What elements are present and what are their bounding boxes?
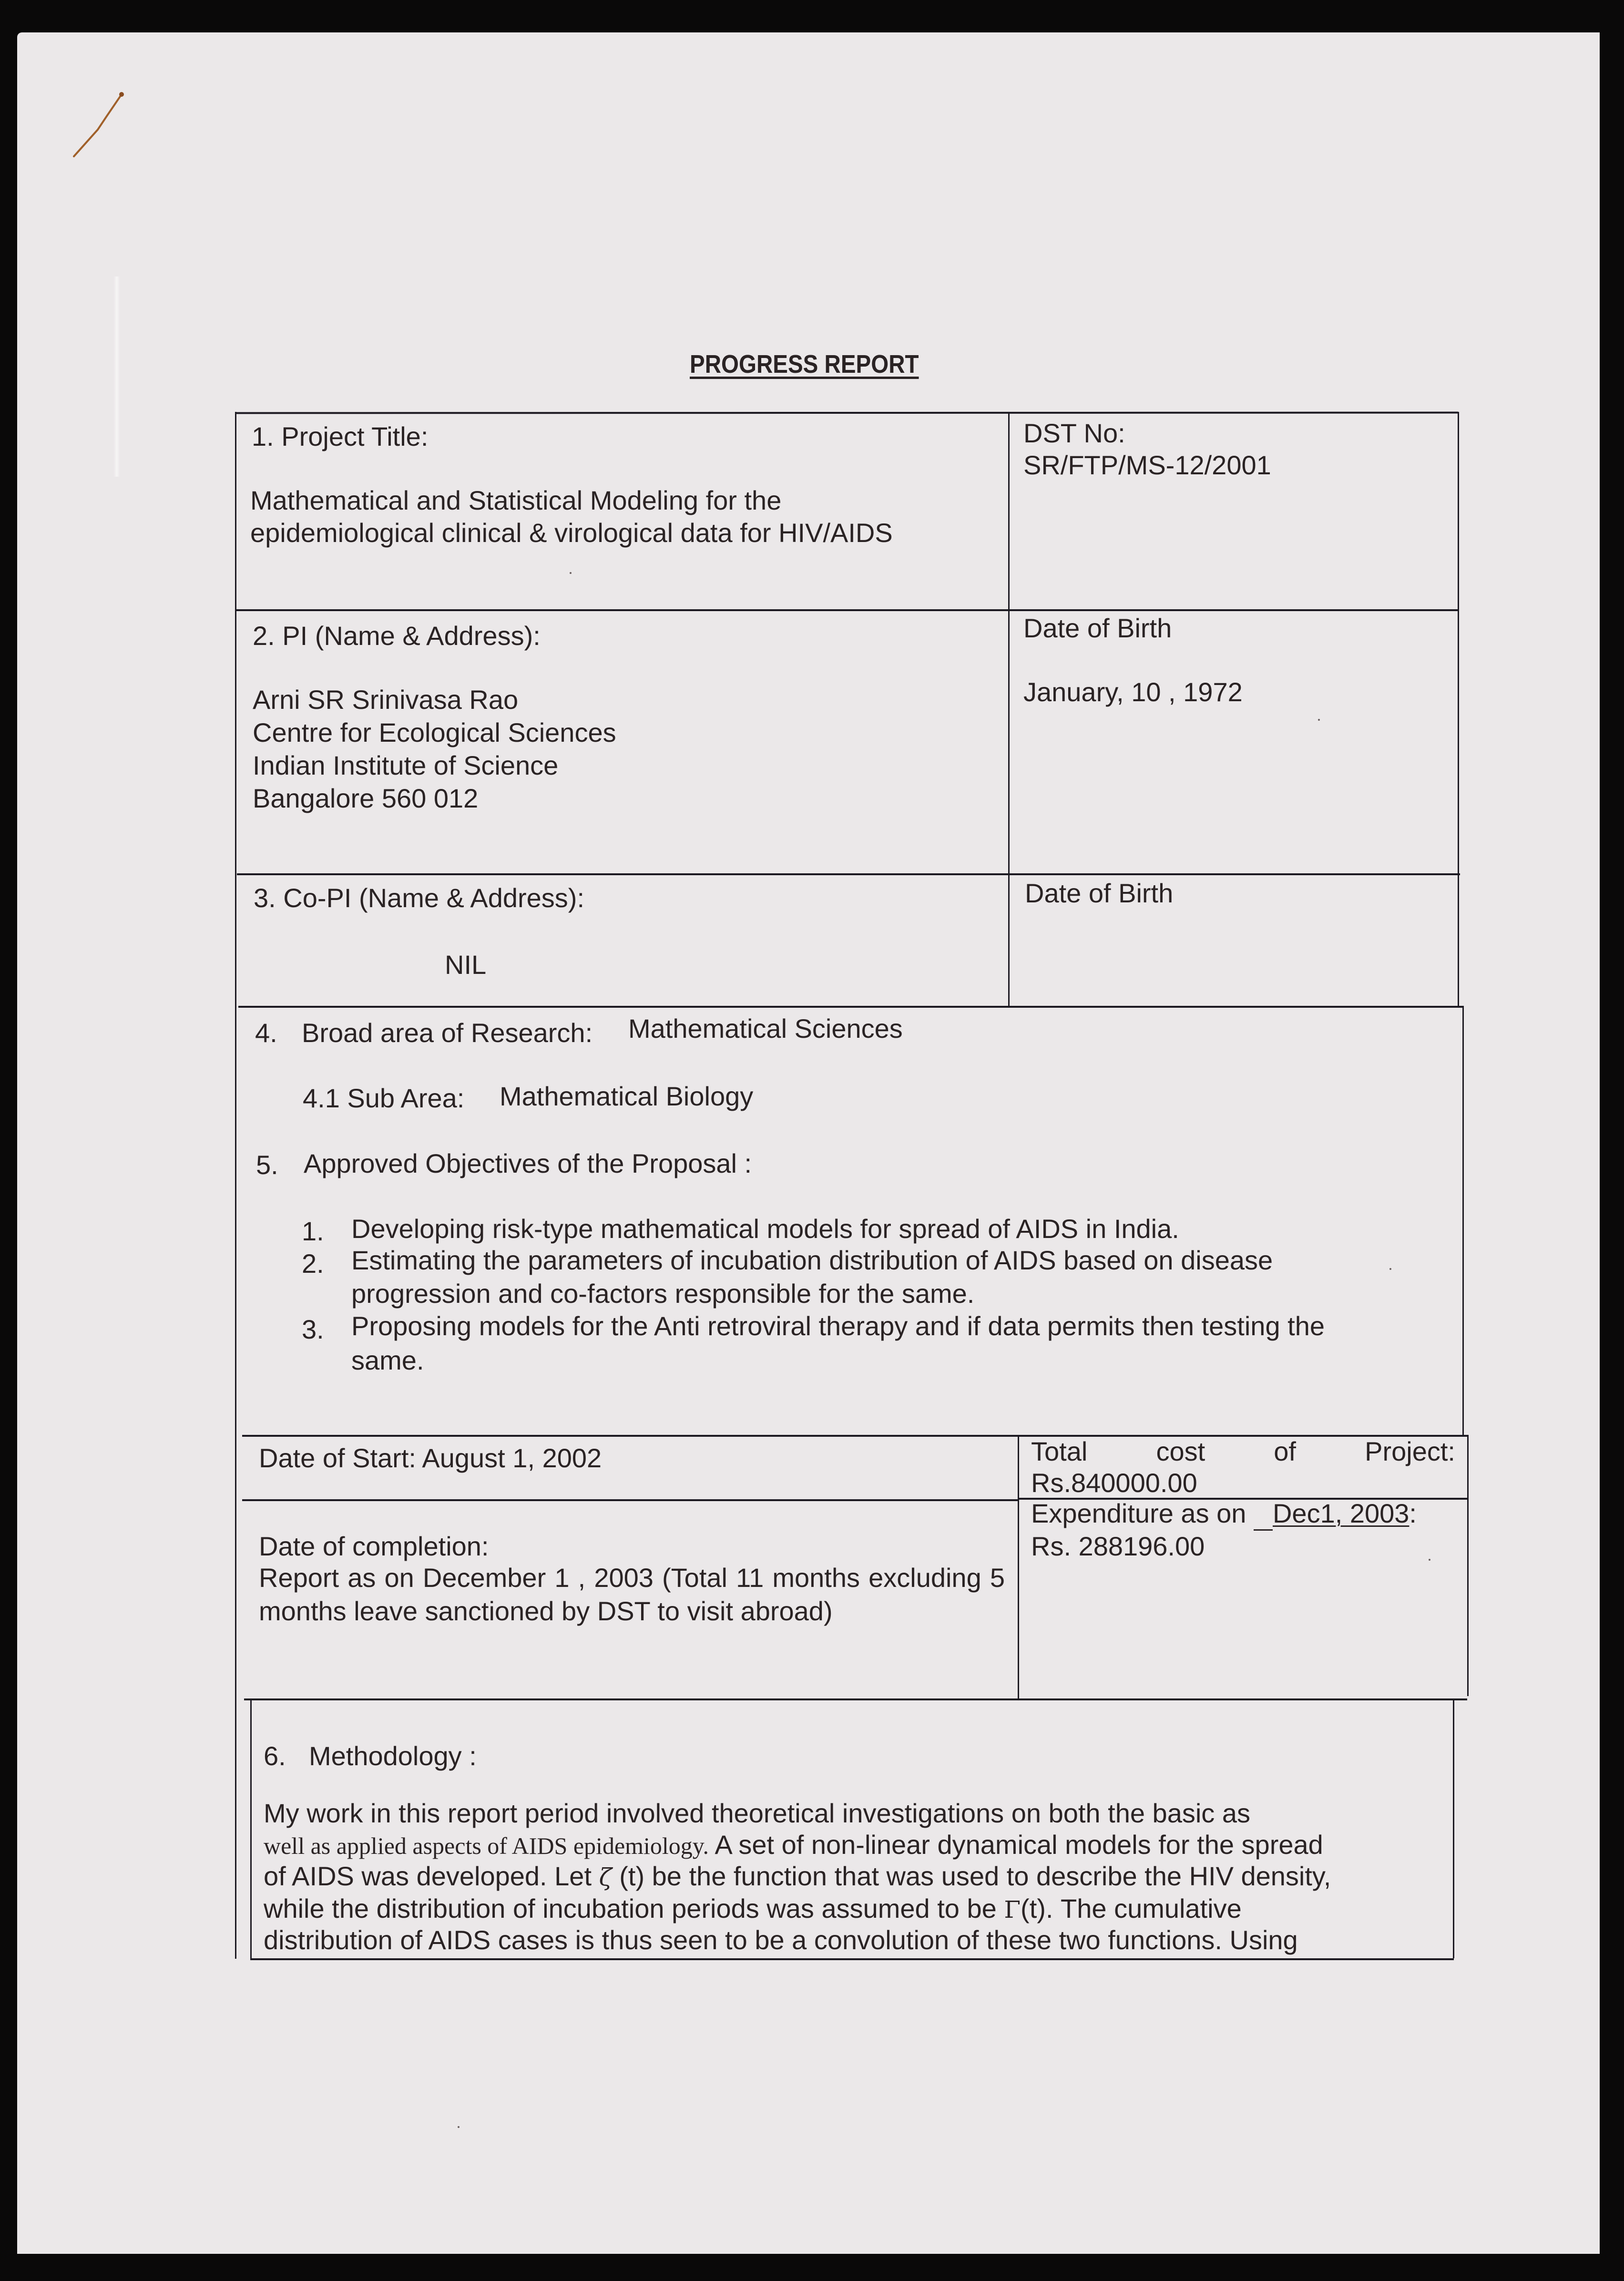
table-border-left	[235, 412, 236, 1959]
methodology-line-4-b: (t). The cumulative	[1021, 1893, 1242, 1923]
methodology-number: 6.	[264, 1741, 286, 1771]
objective-2-number: 2.	[302, 1248, 324, 1279]
completion-text: Report as on December 1 , 2003 (Total 11 months excluding 5 months leave sanctioned by DST to visit abroad)	[259, 1563, 1005, 1626]
co-pi-label: 3. Co-PI (Name & Address):	[254, 883, 585, 913]
binding-crease	[113, 276, 120, 477]
row-divider-6	[244, 1698, 1467, 1700]
expenditure-date: Dec1, 2003	[1272, 1498, 1410, 1528]
dst-number-value: SR/FTP/MS-12/2001	[1023, 450, 1271, 480]
pi-dob-value: January, 10 , 1972	[1023, 677, 1243, 707]
expenditure-label	[1031, 1497, 1417, 1531]
gamma-symbol: Γ	[1004, 1896, 1021, 1923]
methodology-line-2	[264, 1829, 1323, 1861]
research-area-number: 4.	[255, 1018, 277, 1048]
pi-address-line-3: Bangalore 560 012	[253, 783, 479, 813]
methodology-line-3	[264, 1860, 1331, 1892]
completion-label: Date of completion:	[259, 1531, 489, 1561]
table-border-right-bottom	[1453, 1698, 1454, 1958]
pi-name: Arni SR Srinivasa Rao	[253, 685, 519, 715]
methodology-line-4	[264, 1892, 1242, 1924]
project-title-line-1: Mathematical and Statistical Modeling for the	[250, 485, 782, 515]
co-pi-dob-label: Date of Birth	[1025, 878, 1174, 908]
row-divider-5-left	[242, 1499, 1018, 1501]
research-area-label: Broad area of Research:	[302, 1018, 593, 1048]
total-cost-value: Rs.840000.00	[1031, 1468, 1197, 1498]
methodology-line-4-a: while the distribution of incubation periods was assumed to be	[264, 1893, 1004, 1923]
paper-speck	[570, 572, 572, 574]
total-cost-word-4: Project:	[1365, 1436, 1455, 1466]
expenditure-colon: :	[1409, 1498, 1417, 1528]
methodology-line-5: distribution of AIDS cases is thus seen to be a convolution of these two functions. Using	[264, 1925, 1298, 1955]
objective-3-text-line-2: same.	[351, 1345, 424, 1375]
table-border-left-bottom	[250, 1698, 252, 1959]
document-title: PROGRESS REPORT	[690, 350, 919, 378]
zeta-symbol: ζ	[599, 1863, 612, 1891]
expenditure-value: Rs. 288196.00	[1031, 1531, 1205, 1561]
objectives-number: 5.	[256, 1150, 278, 1180]
pi-address-line-2: Indian Institute of Science	[253, 750, 559, 780]
table-border-right-mid	[1462, 1006, 1464, 1435]
dst-number-label: DST No:	[1023, 418, 1125, 448]
methodology-label: Methodology :	[309, 1741, 477, 1771]
co-pi-value: NIL	[445, 950, 487, 980]
objective-2-text-line-2: progression and co-factors responsible for the same.	[351, 1279, 975, 1309]
total-cost-word-1: Total	[1031, 1436, 1088, 1466]
column-divider-lower	[1018, 1435, 1019, 1699]
pi-label: 2. PI (Name & Address):	[253, 621, 541, 651]
rust-staple-mark-icon	[69, 91, 131, 162]
table-border-right-top	[1458, 412, 1459, 1006]
paper-speck	[1429, 1559, 1430, 1561]
table-border-bottom	[250, 1958, 1454, 1960]
objective-1-text: Developing risk-type mathematical models for spread of AIDS in India.	[351, 1214, 1179, 1244]
project-title-label: 1. Project Title:	[252, 421, 429, 451]
total-cost-label	[1031, 1435, 1455, 1467]
methodology-line-3-b: (t) be the function that was used to describe the HIV density,	[612, 1861, 1331, 1891]
row-divider-3	[238, 1006, 1462, 1008]
sub-area-label: 4.1 Sub Area:	[303, 1083, 465, 1113]
start-date: Date of Start: August 1, 2002	[259, 1443, 602, 1473]
row-divider-1	[235, 609, 1458, 611]
paper-speck	[1318, 719, 1320, 721]
column-divider-upper	[1008, 412, 1010, 1006]
objective-3-text-line-1: Proposing models for the Anti retroviral therapy and if data permits then testing the	[351, 1311, 1325, 1341]
total-cost-word-2: cost	[1156, 1436, 1205, 1466]
objectives-label: Approved Objectives of the Proposal :	[304, 1148, 752, 1178]
methodology-line-1: My work in this report period involved theoretical investigations on both the basic as	[264, 1798, 1250, 1828]
expenditure-label-text: Expenditure as on	[1031, 1498, 1246, 1528]
paper-speck	[1389, 1268, 1391, 1270]
methodology-line-2-sans: A set of non-linear dynamical models for the spread	[709, 1830, 1323, 1860]
project-title-line-2: epidemiological clinical & virological data for HIV/AIDS	[250, 518, 893, 548]
expenditure-blank-line	[1254, 1497, 1273, 1531]
methodology-line-2-serif: well as applied aspects of AIDS epidemiology.	[264, 1832, 709, 1859]
objective-1-number: 1.	[302, 1216, 324, 1246]
objective-2-text-line-1: Estimating the parameters of incubation distribution of AIDS based on disease	[351, 1245, 1273, 1275]
table-border-right-lower	[1467, 1435, 1469, 1696]
research-area-value: Mathematical Sciences	[628, 1013, 903, 1043]
pi-address-line-1: Centre for Ecological Sciences	[253, 717, 616, 747]
objective-3-number: 3.	[302, 1314, 324, 1344]
paper-speck	[458, 2126, 460, 2128]
total-cost-word-3: of	[1274, 1436, 1296, 1466]
pi-dob-label: Date of Birth	[1023, 613, 1172, 643]
methodology-line-3-a: of AIDS was developed. Let	[264, 1861, 599, 1891]
row-divider-2	[237, 873, 1460, 875]
sub-area-value: Mathematical Biology	[500, 1081, 754, 1111]
